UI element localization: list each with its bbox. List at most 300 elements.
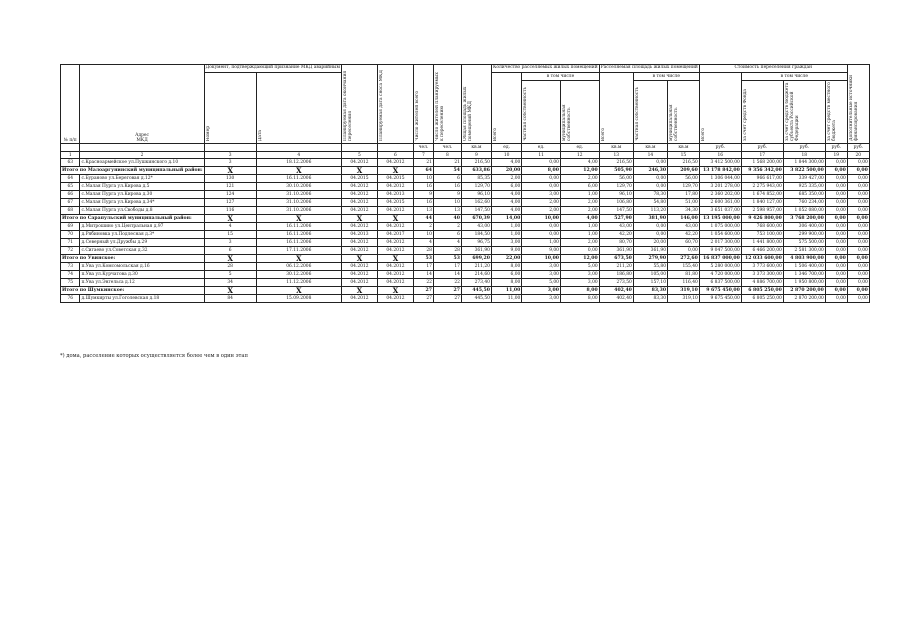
row-value: 1,00 xyxy=(560,231,599,239)
subtotal-value: 3 768 200,00 xyxy=(783,215,825,223)
row-value: 0,00 xyxy=(825,279,847,287)
row-value: 162,60 xyxy=(461,199,491,207)
row-value: 0,00 xyxy=(847,295,869,303)
row-document-cell: 116 xyxy=(204,207,256,215)
row-address: д.Шумкирты ул.Гоголевская д.18 xyxy=(80,295,204,303)
row-value: 2,00 xyxy=(560,175,599,183)
row-value: 2,00 xyxy=(491,175,521,183)
header-rooms-municipal: муниципальная собственность xyxy=(560,81,599,144)
row-document-cell: 04.2012 xyxy=(377,207,413,215)
row-value: 1 840 127,00 xyxy=(741,199,783,207)
unit-cell: руб. xyxy=(783,144,825,152)
subtotal-value: 11,00 xyxy=(491,287,521,295)
row-value: 21 xyxy=(413,159,433,167)
row-number: 65 xyxy=(61,183,80,191)
row-document-cell: 16.11.2006 xyxy=(256,223,341,231)
row-value: 2,00 xyxy=(560,199,599,207)
row-value: 43,00 xyxy=(461,223,491,231)
row-value: 0,00 xyxy=(560,247,599,255)
row-value: 42,20 xyxy=(668,231,700,239)
row-value: 16 xyxy=(413,199,433,207)
row-value: 4 xyxy=(413,239,433,247)
row-value: 20,00 xyxy=(633,239,667,247)
subtotal-value: 670,39 xyxy=(461,215,491,223)
subtotal-value: 9 356 342,00 xyxy=(741,167,783,175)
column-number-cell: 8 xyxy=(433,152,461,159)
row-value: 0,00 xyxy=(847,183,869,191)
row-number: 67 xyxy=(61,199,80,207)
row-document-cell: 04.2012 xyxy=(341,199,377,207)
row-value: 0,00 xyxy=(825,239,847,247)
row-document-cell: 30.10.2006 xyxy=(256,183,341,191)
row-value: 96,75 xyxy=(461,239,491,247)
subtotal-value: 3 822 500,00 xyxy=(783,167,825,175)
subtotal-x-mark: X xyxy=(377,167,413,175)
row-value: 55,80 xyxy=(633,263,667,271)
row-value: 2 xyxy=(433,223,461,231)
row-address: д.Северный ул.Дружбы д.29 xyxy=(80,239,204,247)
subtotal-value: 64 xyxy=(413,167,433,175)
header-cost-group: Стоимость переселения граждан xyxy=(699,65,847,73)
row-document-cell: 04.2012 xyxy=(341,159,377,167)
table-row xyxy=(61,199,870,207)
row-document-cell: 04.2013 xyxy=(341,231,377,239)
header-rooms-incl: в том числе xyxy=(522,73,599,81)
row-document-cell: 04.2015 xyxy=(377,175,413,183)
subtotal-value: 319,10 xyxy=(668,287,700,295)
subtotal-value: 4 803 900,00 xyxy=(783,255,825,263)
row-document-cell: 04.2017 xyxy=(377,231,413,239)
column-number-cell: 13 xyxy=(599,152,633,159)
unit-cell xyxy=(204,144,256,152)
unit-cell xyxy=(377,144,413,152)
row-value: 6,00 xyxy=(491,183,521,191)
subtotal-value: 83,30 xyxy=(633,287,667,295)
table-row xyxy=(61,183,870,191)
row-value: 2,00 xyxy=(560,207,599,215)
row-value: 0,00 xyxy=(522,159,561,167)
header-doc-number: Номер xyxy=(204,73,256,144)
row-value: 1 674 852,00 xyxy=(741,191,783,199)
row-value: 1 346 700,00 xyxy=(783,271,825,279)
column-number-cell: 19 xyxy=(825,152,847,159)
row-value: 78,30 xyxy=(633,191,667,199)
row-value: 0,00 xyxy=(668,247,700,255)
row-document-cell: 30.12.2006 xyxy=(256,271,341,279)
subtotal-value: 8,00 xyxy=(522,167,561,175)
row-number: 66 xyxy=(61,191,80,199)
row-document-cell: 15 xyxy=(204,231,256,239)
row-value: 2,00 xyxy=(522,207,561,215)
row-value: 4,00 xyxy=(560,159,599,167)
header-area-municipal: муниципальная собственность xyxy=(668,81,700,144)
row-document-cell: 6 xyxy=(204,247,256,255)
row-value: 1 054 600,00 xyxy=(699,231,741,239)
subtotal-value: 13 178 842,00 xyxy=(699,167,741,175)
header-rooms-private: частная собственность xyxy=(522,81,561,144)
column-number-cell: 12 xyxy=(560,152,599,159)
row-address: п.Ува ул.Курчатова д.30 xyxy=(80,271,204,279)
row-value: 2 600 361,00 xyxy=(699,199,741,207)
row-document-cell: 31.10.2006 xyxy=(256,199,341,207)
row-value: 186,80 xyxy=(599,271,633,279)
column-number-cell: 9 xyxy=(461,152,491,159)
subtotal-value: 0,00 xyxy=(847,255,869,263)
subtotal-x-mark: X xyxy=(341,167,377,175)
row-address: д.Рябиновка ул.Подлесная д.3* xyxy=(80,231,204,239)
subtotal-label: Итого по Шумкинское: xyxy=(61,287,205,295)
row-value: 8,00 xyxy=(491,279,521,287)
row-value: 9 675 450,00 xyxy=(699,295,741,303)
row-value: 0,00 xyxy=(825,247,847,255)
subtotal-value: 53 xyxy=(433,255,461,263)
row-value: 28 xyxy=(413,247,433,255)
row-value: 6 837 500,00 xyxy=(699,279,741,287)
column-number-cell: 1 xyxy=(61,152,80,159)
row-value: 17,80 xyxy=(668,191,700,199)
subtotal-x-mark: X xyxy=(204,215,256,223)
row-value: 3 412 500,00 xyxy=(699,159,741,167)
row-value: 6,00 xyxy=(491,271,521,279)
row-value: 21 xyxy=(433,159,461,167)
row-document-cell: 06.12.2006 xyxy=(256,263,341,271)
row-value: 273,50 xyxy=(599,279,633,287)
subtotal-value: 9 675 450,00 xyxy=(699,287,741,295)
subtotal-value: 0,00 xyxy=(825,215,847,223)
row-document-cell: 04.2012 xyxy=(377,279,413,287)
row-value: 3,00 xyxy=(522,271,561,279)
row-value: 1 844 300,00 xyxy=(783,159,825,167)
table-row xyxy=(61,223,870,231)
row-number: 76 xyxy=(61,295,80,303)
row-value: 129,70 xyxy=(668,183,700,191)
subtotal-x-mark: X xyxy=(377,255,413,263)
unit-cell: кв.м xyxy=(461,144,491,152)
row-value: 17 xyxy=(413,263,433,271)
subtotal-value: 699,20 xyxy=(461,255,491,263)
row-value: 6 466 200,00 xyxy=(741,247,783,255)
subtotal-value: 279,90 xyxy=(633,255,667,263)
row-document-cell: 04.2012 xyxy=(341,207,377,215)
row-value: 80,70 xyxy=(599,239,633,247)
header-rooms-total: Всего xyxy=(491,73,521,144)
row-value: 5 280 000,00 xyxy=(699,263,741,271)
subtotal-value: 54 xyxy=(433,167,461,175)
table-row xyxy=(61,207,870,215)
row-value: 1,00 xyxy=(522,239,561,247)
subtotal-x-mark: X xyxy=(341,215,377,223)
row-value: 3,00 xyxy=(560,271,599,279)
row-value: 299 900,00 xyxy=(783,231,825,239)
row-value: 0,00 xyxy=(847,239,869,247)
row-address: п.Ува ул.Комсомольская д.16 xyxy=(80,263,204,271)
row-document-cell: 31.10.2006 xyxy=(256,207,341,215)
row-document-cell: 04.2012 xyxy=(341,295,377,303)
row-value: 4,00 xyxy=(491,207,521,215)
row-value: 0,00 xyxy=(633,183,667,191)
row-value: 0,00 xyxy=(825,183,847,191)
header-area-private: частная собственность xyxy=(633,81,667,144)
row-value: 22 xyxy=(413,279,433,287)
row-value: 216,50 xyxy=(668,159,700,167)
row-value: 0,00 xyxy=(522,231,561,239)
row-value: 1 306 044,00 xyxy=(699,175,741,183)
row-value: 753 100,00 xyxy=(741,231,783,239)
row-value: 6 xyxy=(433,231,461,239)
row-value: 216,50 xyxy=(461,159,491,167)
row-value: 147,50 xyxy=(461,207,491,215)
subtotal-value: 0,00 xyxy=(825,167,847,175)
row-value: 10 xyxy=(433,199,461,207)
row-value: 0,00 xyxy=(847,271,869,279)
unit-cell: руб. xyxy=(699,144,741,152)
row-value: 0,00 xyxy=(633,231,667,239)
row-value: 0,00 xyxy=(825,263,847,271)
row-value: 0,00 xyxy=(847,175,869,183)
row-value: 9 xyxy=(433,191,461,199)
row-value: 768 600,00 xyxy=(741,223,783,231)
row-value: 2 870 200,00 xyxy=(783,295,825,303)
subtotal-x-mark: X xyxy=(256,287,341,295)
row-value: 4,00 xyxy=(491,191,521,199)
row-number: 63 xyxy=(61,159,80,167)
unit-cell: кв.м xyxy=(633,144,667,152)
row-value: 184,50 xyxy=(461,231,491,239)
row-document-cell: 124 xyxy=(204,191,256,199)
row-value: 2,00 xyxy=(560,239,599,247)
header-address-top: Адрес xyxy=(135,133,149,138)
column-number-cell: 11 xyxy=(522,152,561,159)
subtotal-value: 527,90 xyxy=(599,215,633,223)
row-value: 3,00 xyxy=(491,239,521,247)
table-row xyxy=(61,159,870,167)
row-document-cell: 04.2012 xyxy=(377,183,413,191)
row-value: 17 xyxy=(433,263,461,271)
resettlement-table-sheet xyxy=(60,64,870,303)
row-value: 129,70 xyxy=(599,183,633,191)
row-value: 22 xyxy=(433,279,461,287)
row-value: 0,00 xyxy=(847,199,869,207)
subtotal-x-mark: X xyxy=(341,287,377,295)
row-address: с.Бураново ул.Береговая д.12* xyxy=(80,175,204,183)
row-value: 9 047 500,00 xyxy=(699,247,741,255)
subtotal-value: 53 xyxy=(413,255,433,263)
row-value: 4,00 xyxy=(491,199,521,207)
row-value: 760 234,00 xyxy=(783,199,825,207)
row-document-cell: 04.2013 xyxy=(377,191,413,199)
row-value: 27 xyxy=(433,295,461,303)
row-address: с.Малая Пурга ул.Свободы д.8 xyxy=(80,207,204,215)
row-value: 2 581 300,00 xyxy=(783,247,825,255)
row-value: 8,00 xyxy=(560,295,599,303)
row-number: 70 xyxy=(61,231,80,239)
header-address xyxy=(80,65,204,144)
row-value: 0,00 xyxy=(825,223,847,231)
subtotal-value: 10,00 xyxy=(522,255,561,263)
row-document-cell: 04.2012 xyxy=(341,279,377,287)
column-number-cell: 20 xyxy=(847,152,869,159)
header-cost-total: Всего xyxy=(699,73,741,144)
row-value: 0,00 xyxy=(825,159,847,167)
row-document-cell: 3 xyxy=(204,159,256,167)
row-value: 85,35 xyxy=(461,175,491,183)
row-number: 64 xyxy=(61,175,80,183)
row-value: 11,00 xyxy=(491,295,521,303)
row-document-cell: 18.12.2006 xyxy=(256,159,341,167)
row-value: 273,40 xyxy=(461,279,491,287)
column-number-cell: 2 xyxy=(80,152,204,159)
row-address: с.Красноармейское ул.Пушкинского д.10 xyxy=(80,159,204,167)
subtotal-value: 633,86 xyxy=(461,167,491,175)
row-value: 2 xyxy=(413,223,433,231)
table-row xyxy=(61,271,870,279)
row-value: 106,80 xyxy=(599,199,633,207)
column-number-cell: 18 xyxy=(783,152,825,159)
row-value: 81,80 xyxy=(668,271,700,279)
row-value: 1 568 200,00 xyxy=(741,159,783,167)
row-value: 6 xyxy=(433,175,461,183)
row-value: 319,10 xyxy=(668,295,700,303)
row-document-cell: 04.2012 xyxy=(377,263,413,271)
subtotal-value: 8,00 xyxy=(560,287,599,295)
row-document-cell: 04.2012 xyxy=(341,183,377,191)
row-value: 10 xyxy=(413,175,433,183)
subtotal-value: 505,90 xyxy=(599,167,633,175)
subtotal-value: 0,00 xyxy=(847,167,869,175)
subtotal-value: 3,00 xyxy=(522,287,561,295)
column-number-cell: 4 xyxy=(256,152,341,159)
row-value: 8,00 xyxy=(491,263,521,271)
row-value: 27 xyxy=(413,295,433,303)
subtotal-value: 12,00 xyxy=(560,255,599,263)
row-document-cell: 127 xyxy=(204,199,256,207)
row-value: 402,40 xyxy=(599,295,633,303)
row-value: 0,00 xyxy=(847,263,869,271)
subtotal-x-mark: X xyxy=(204,255,256,263)
row-number: 68 xyxy=(61,207,80,215)
row-value: 43,00 xyxy=(668,223,700,231)
subtotal-value: 2 870 200,00 xyxy=(783,287,825,295)
subtotal-row xyxy=(61,287,870,295)
row-document-cell: 28 xyxy=(204,263,256,271)
row-value: 43,00 xyxy=(599,223,633,231)
row-value: 361,90 xyxy=(461,247,491,255)
row-document-cell: 31.10.2006 xyxy=(256,191,341,199)
row-value: 6,00 xyxy=(560,183,599,191)
row-address: с.Малая Пурга ул.Кирова д.30 xyxy=(80,191,204,199)
row-value: 9,00 xyxy=(522,247,561,255)
row-value: 211,20 xyxy=(599,263,633,271)
table-row xyxy=(61,247,870,255)
subtotal-value: 14,00 xyxy=(491,215,521,223)
row-address: с.Малая Пурга ул.Кирова д.34* xyxy=(80,199,204,207)
subtotal-value: 0,00 xyxy=(847,215,869,223)
subtotal-value: 146,00 xyxy=(668,215,700,223)
row-document-cell: 04.2012 xyxy=(341,271,377,279)
row-document-cell: 16.11.2006 xyxy=(256,239,341,247)
subtotal-value: 40 xyxy=(433,215,461,223)
unit-cell: руб. xyxy=(847,144,869,152)
header-document-group: Документ, подтверждающий признание МКД аварийным xyxy=(204,65,341,73)
header-cost-local: за счет средств местного бюджета xyxy=(825,81,847,144)
column-number-cell: 5 xyxy=(341,152,377,159)
column-number-cell: 14 xyxy=(633,152,667,159)
row-document-cell: 3 xyxy=(204,239,256,247)
subtotal-x-mark: X xyxy=(256,255,341,263)
row-value: 51,00 xyxy=(668,199,700,207)
column-number-cell: 6 xyxy=(377,152,413,159)
row-value: 0,00 xyxy=(633,175,667,183)
subtotal-value: 4,00 xyxy=(560,215,599,223)
row-value: 0,00 xyxy=(847,207,869,215)
header-cost-incl: в том числе xyxy=(741,73,847,81)
row-value: 2 360 202,00 xyxy=(699,191,741,199)
subtotal-value: 6 805 250,00 xyxy=(741,287,783,295)
subtotal-x-mark: X xyxy=(204,287,256,295)
row-value: 60,70 xyxy=(668,239,700,247)
row-value: 6 805 250,00 xyxy=(741,295,783,303)
row-value: 42,20 xyxy=(599,231,633,239)
row-value: 4 886 700,00 xyxy=(741,279,783,287)
subtotal-value: 27 xyxy=(413,287,433,295)
row-value: 925 335,00 xyxy=(783,183,825,191)
subtotal-x-mark: X xyxy=(256,167,341,175)
row-value: 9,00 xyxy=(491,247,521,255)
subtotal-value: 0,00 xyxy=(825,255,847,263)
subtotal-value: 673,50 xyxy=(599,255,633,263)
header-residents-planned: Число жителей планируемых к переселению xyxy=(433,65,461,144)
row-value: 0,00 xyxy=(633,223,667,231)
subtotal-value: 209,60 xyxy=(668,167,700,175)
row-value: 14 xyxy=(413,271,433,279)
column-number-cell: 15 xyxy=(668,152,700,159)
subtotal-value: 246,30 xyxy=(633,167,667,175)
subtotal-x-mark: X xyxy=(256,215,341,223)
row-value: 1,00 xyxy=(491,231,521,239)
row-number: 69 xyxy=(61,223,80,231)
row-value: 3,00 xyxy=(560,279,599,287)
row-document-cell: 04.2015 xyxy=(377,199,413,207)
row-value: 4,00 xyxy=(491,159,521,167)
subtotal-value: 12,00 xyxy=(560,167,599,175)
row-value: 3 651 037,00 xyxy=(699,207,741,215)
header-row-number: № п/п xyxy=(61,65,80,144)
table-row xyxy=(61,239,870,247)
row-document-cell: 04.2012 xyxy=(377,247,413,255)
subtotal-value: 402,40 xyxy=(599,287,633,295)
header-address-bottom: МКД xyxy=(136,138,148,143)
table-row xyxy=(61,175,870,183)
unit-cell xyxy=(341,144,377,152)
row-document-cell: 17.11.2006 xyxy=(256,247,341,255)
row-value: 9 xyxy=(413,191,433,199)
row-value: 54,80 xyxy=(633,199,667,207)
row-value: 211,20 xyxy=(461,263,491,271)
row-value: 5,00 xyxy=(522,279,561,287)
row-value: 0,00 xyxy=(522,183,561,191)
row-value: 113,20 xyxy=(633,207,667,215)
unit-cell: кв.м xyxy=(599,144,633,152)
row-value: 155,40 xyxy=(668,263,700,271)
subtotal-value: 0,00 xyxy=(825,287,847,295)
subtotal-value: 9 426 800,00 xyxy=(741,215,783,223)
row-value: 1,00 xyxy=(491,223,521,231)
unit-cell xyxy=(61,144,80,152)
header-planned-relocation-date: Планируемая дата окончания переселения xyxy=(341,65,377,144)
row-document-cell: 04.2012 xyxy=(341,263,377,271)
units-row xyxy=(61,144,870,152)
subtotal-x-mark: X xyxy=(377,215,413,223)
